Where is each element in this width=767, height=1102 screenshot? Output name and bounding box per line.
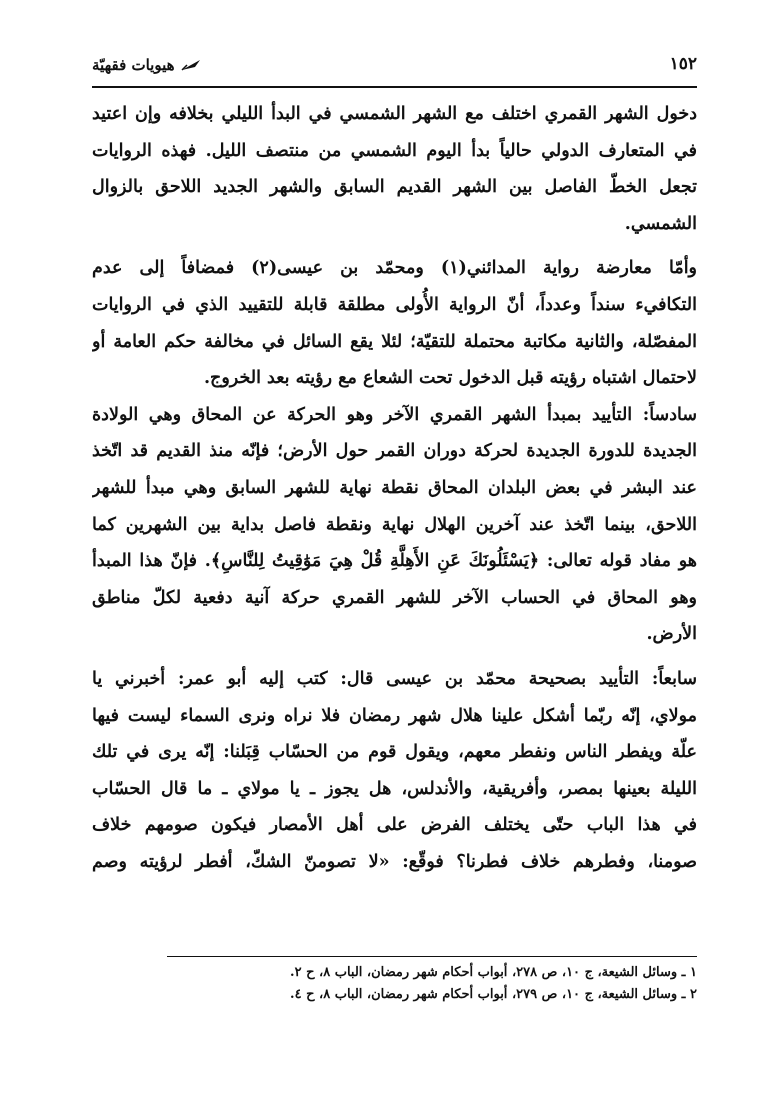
text-line: اللاحق، بينما اتّخذ عند آخرين الهلال نهاية ونقطة فاصل بداية بين الشهرين كما bbox=[92, 514, 697, 535]
text-line: سابعاً: التأييد بصحيحة محمّد بن عيسى قال: كتب إليه أبو عمر: أخبرني يا bbox=[92, 668, 697, 689]
text-line: وأمّا معارضة رواية المدائني(١) ومحمّد بن عيسى(٢) فمضافاً إلى عدم bbox=[92, 258, 697, 279]
text-line: الليلة بعينها بمصر، وأفريقية، والأندلس، هل يجوز ـ يا مولاي ـ ما قال الحسّاب bbox=[92, 778, 697, 799]
text-line: مولاي، إنّه ربّما أشكل علينا هلال شهر رمضان فلا نراه ونرى السماء ليست فيها bbox=[92, 705, 697, 726]
book-page bbox=[92, 0, 697, 1102]
text-line: وهو المحاق في الحساب الآخر للشهر القمري حركة آنية دفعية لكلّ مناطق bbox=[92, 587, 697, 608]
footnote: ٢ ـ وسائل الشيعة، ج ١٠، ص ٢٧٩، أبواب أحكام شهر رمضان، الباب ٨، ح ٤. bbox=[290, 987, 697, 1002]
paragraph bbox=[92, 397, 697, 653]
text-line: هو مفاد قوله تعالى: ﴿يَسْئَلُونَكَ عَنِ الأَهِلَّةِ قُلْ هِيَ مَوَٰقِيتُ لِلنَّاسِ﴾. فإنّ هذا المبدأ bbox=[92, 551, 697, 572]
footnotes bbox=[92, 962, 697, 1006]
text-line: علّة ويفطر الناس ونفطر معهم، ويقول قوم من الحسّاب قِبَلنا: إنّه يرى في تلك bbox=[92, 742, 697, 763]
book-title: هيويات فقهيّة bbox=[92, 56, 175, 74]
text-line: في هذا الباب حتّى يختلف الفرض على أهل الأمصار فيكون صومهم خلاف bbox=[92, 815, 697, 836]
quill-pen-icon bbox=[181, 58, 201, 72]
text-line: في المتعارف الدولي حالياً بدأ اليوم الشمسي من منتصف الليل. فهذه الروايات bbox=[92, 140, 697, 161]
text-line: عند البشر في بعض البلدان المحاق نقطة نهاية للشهر السابق وهي مبدأ للشهر bbox=[92, 477, 697, 498]
footnote-rule bbox=[167, 956, 697, 957]
text-line: دخول الشهر القمري اختلف مع الشهر الشمسي في البدأ الليلي بخلافه وإن اعتيد bbox=[92, 104, 697, 124]
header-rule bbox=[92, 86, 697, 88]
paragraph bbox=[92, 250, 697, 396]
running-title bbox=[92, 56, 201, 74]
paragraph bbox=[92, 661, 697, 881]
text-line: التكافيء سنداً وعدداً، أنّ الرواية الأُولى مطلقة قابلة للتقييد الذي في الروايات bbox=[92, 294, 697, 315]
text-line: الجديدة للدورة الجديدة لحركة دوران القمر حول الأرض؛ فإنّه منذ القديم قد اتّخذ bbox=[92, 441, 697, 462]
page-number: ١٥٢ bbox=[669, 54, 697, 74]
text-line: سادساً: التأييد بمبدأ الشهر القمري الآخر وهو الحركة عن المحاق وهي الولادة bbox=[92, 404, 697, 425]
text-line: المفصّلة، والثانية مكاتبة محتملة للتقيّة؛ لئلا يقع السائل في مخالفة حكم العامة أو bbox=[92, 331, 697, 352]
paragraph bbox=[92, 96, 697, 242]
main-text bbox=[92, 96, 697, 880]
text-line: تجعل الخطّ الفاصل بين الشهر القديم السابق والشهر الجديد اللاحق بالزوال bbox=[92, 177, 697, 198]
page-header bbox=[92, 50, 697, 84]
text-line: صومنا، وفطرهم خلاف فطرنا؟ فوقّع: «لا تصومنّ الشكّ، أفطر لرؤيته وصم bbox=[92, 851, 697, 872]
footnote: ١ ـ وسائل الشيعة، ج ١٠، ص ٢٧٨، أبواب أحكام شهر رمضان، الباب ٨، ح ٢. bbox=[290, 965, 697, 980]
text-line: الأرض. bbox=[646, 624, 697, 645]
text-line: لاحتمال اشتباه رؤيته قبل الدخول تحت الشعاع مع رؤيته بعد الخروج. bbox=[203, 368, 697, 389]
text-line: الشمسي. bbox=[624, 213, 697, 234]
